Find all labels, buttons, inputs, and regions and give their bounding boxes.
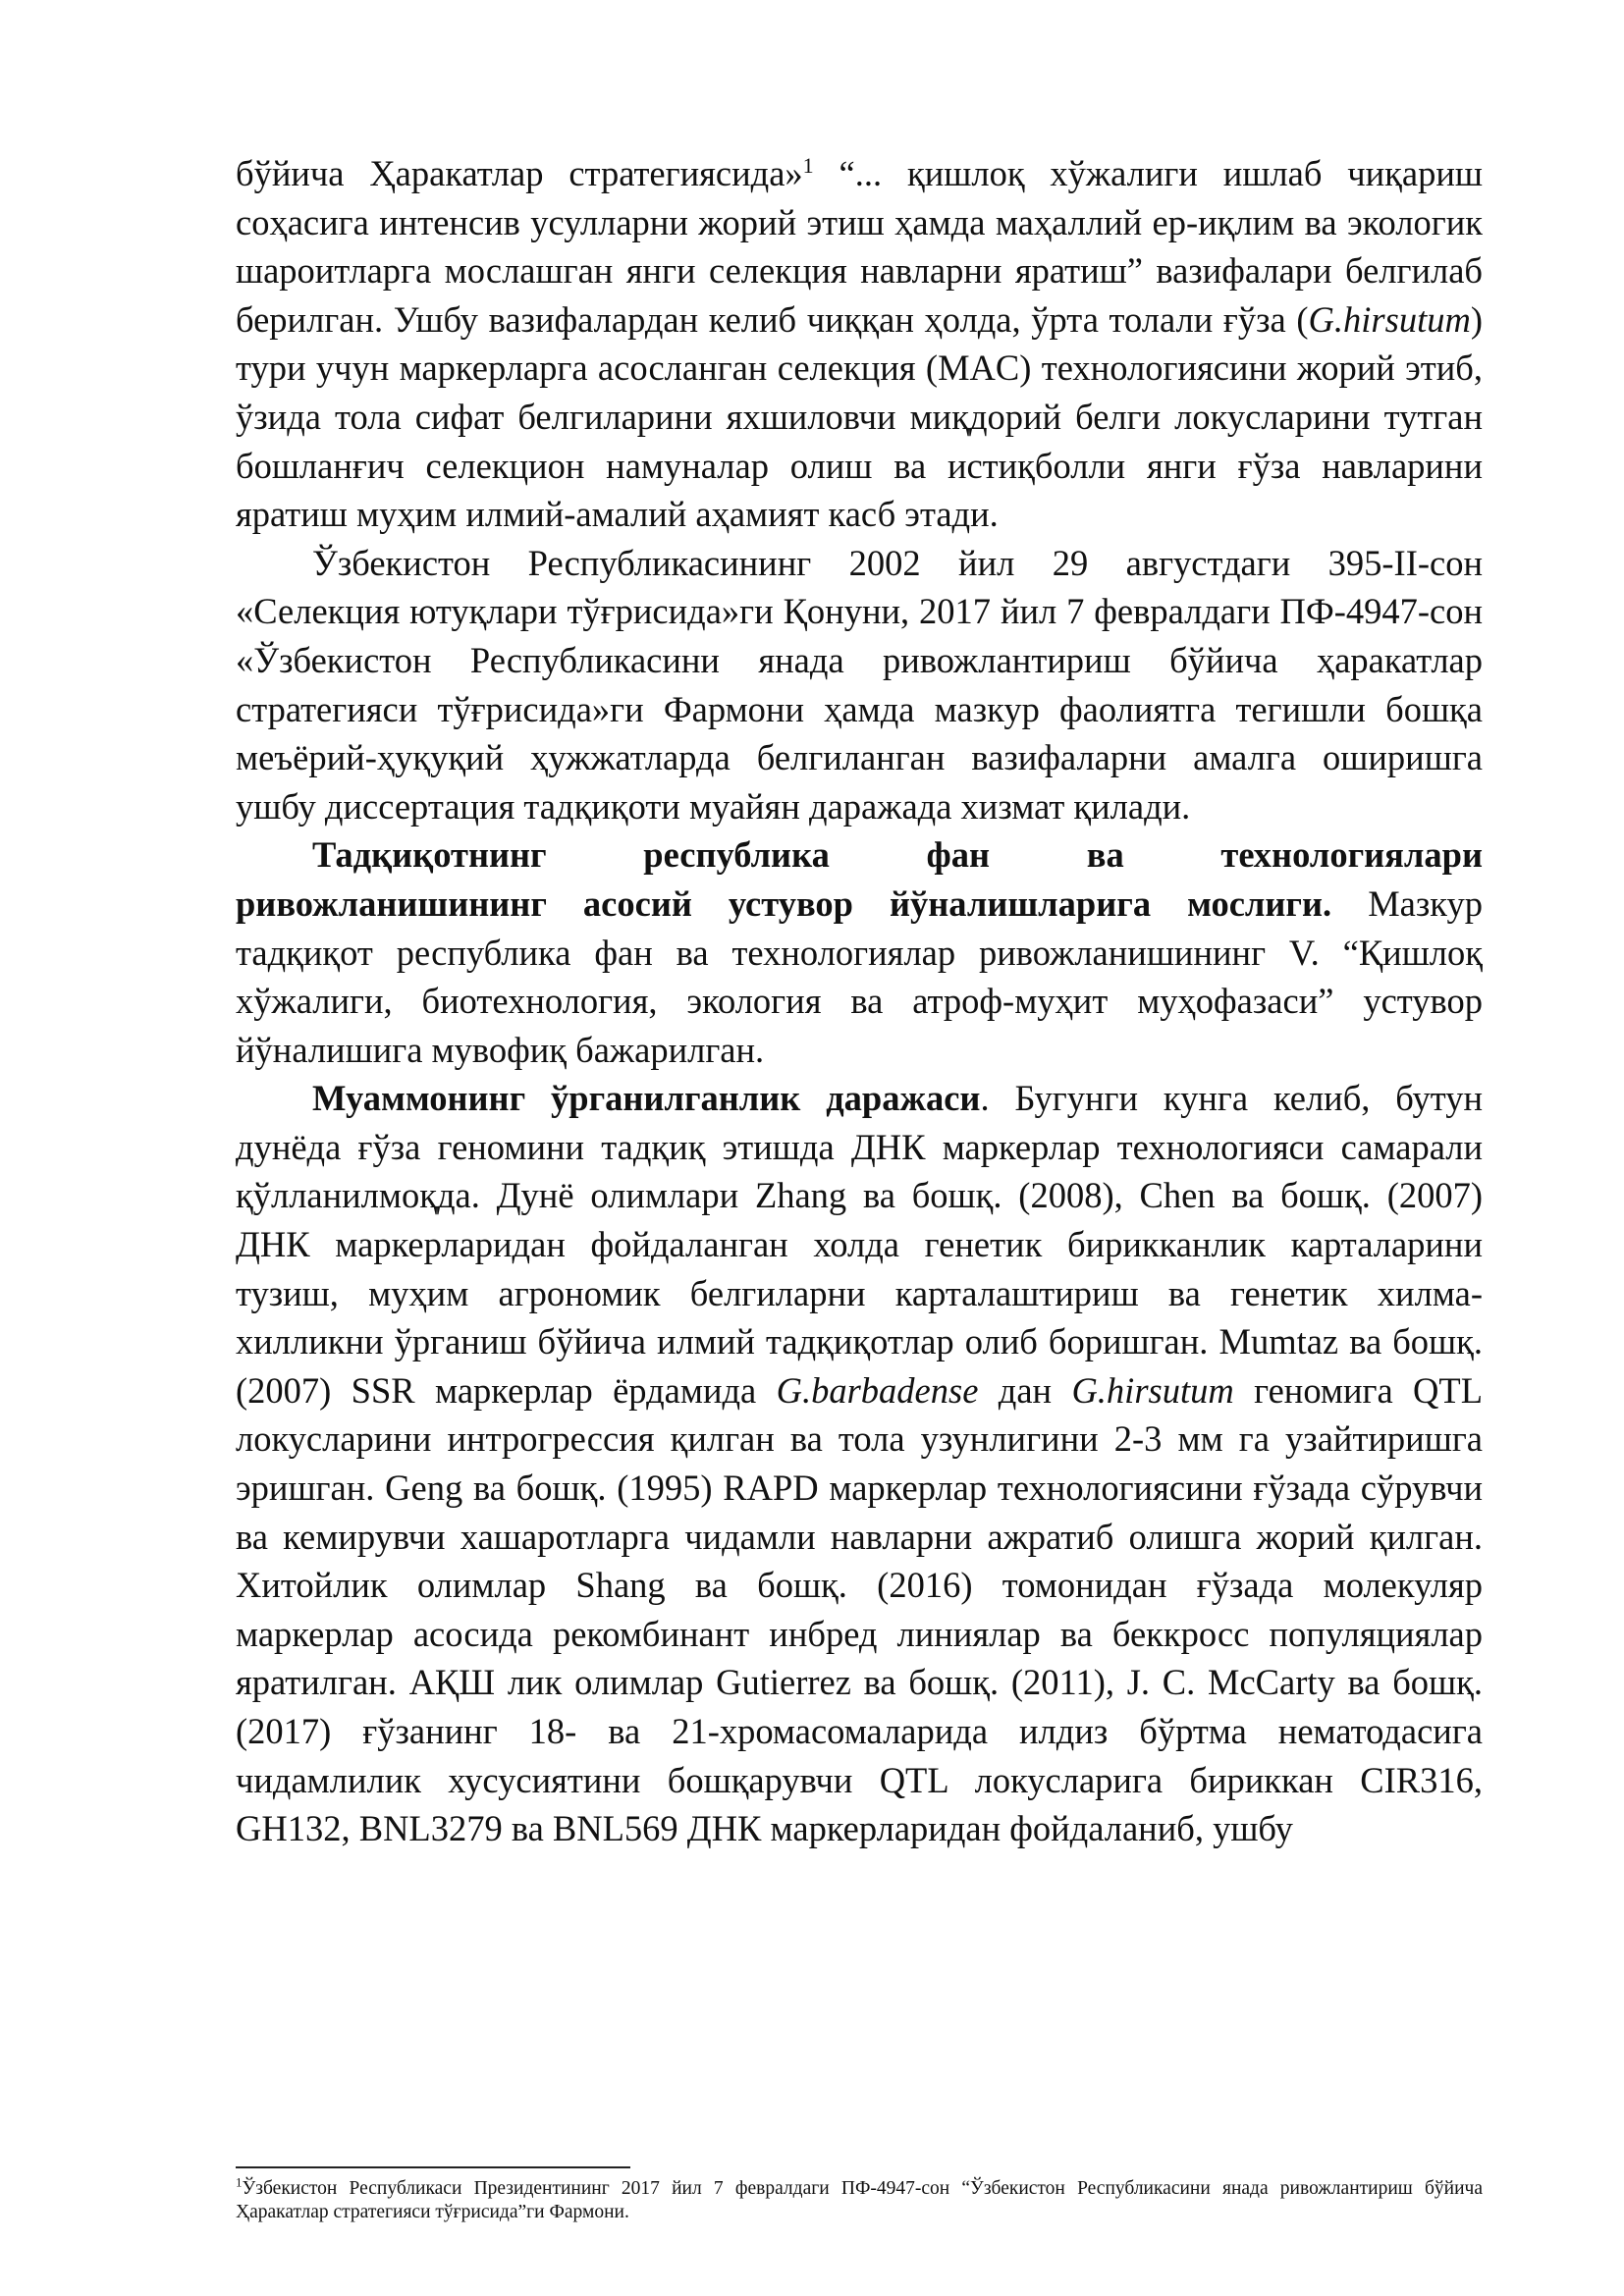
species-name: G.barbadense <box>776 1369 979 1411</box>
section-heading-relevance <box>236 830 1483 880</box>
section-heading-study-level: Муаммонинг ўрганилганлик даражаси <box>312 1078 981 1119</box>
paragraph-2: Ўзбекистон Республикасининг 2002 йил 29 августдаги 395-II-сон «Селекция ютуқлари тўғрисида»ги Қонуни, 2017 йил 7 февралдаги ПФ-4947-сон «Ўзбекистон Республикасини янада ривожлантириш бўйича ҳаракатлар стратегияси тўғрисида»ги Фармони ҳамда мазкур фаолиятга тегишли бошқа меъёрий-ҳуқуқий ҳужжатларда белгиланган вазифаларни амалга оширишга ушбу диссертация тадқиқоти муайян даражада хизмат қилади. <box>236 542 1483 827</box>
paragraph-3 <box>236 880 1483 1074</box>
paragraph-1-text: ) тури учун маркерларга асосланган селекция (MAC) технологиясини жорий этиб, ўзида тола сифат белгиларини яхшиловчи миқдорий белги локусларини тутган бошланғич селекцион намуналар олиш ва истиқболли янги ғўза навларини яратиш муҳим илмий-амалий аҳамият касб этади. <box>236 298 1483 535</box>
paragraph-4-text: . Бугунги кунга келиб, бутун дунёда ғўза геномини тадқиқ этишда ДНК маркерлар технологияси самарали қўлланилмоқда. Дунё олимлари Zhang ва бошқ. (2008), Chen ва бошқ. (2007) ДНК маркерларидан фойдаланган холда генетик бирикканлик карталарини тузиш, муҳим агрономик белгиларни карталаштириш ва генетик хилма-хилликни ўрганиш бўйича илмий тадқиқотлар олиб боришган. Mumtaz ва бошқ. (2007) SSR маркерлар ёрдамида <box>236 1078 1483 1411</box>
footnote-reference[interactable]: 1 <box>802 152 814 178</box>
paragraph-4 <box>236 1074 1483 1853</box>
footnote-text: Ўзбекистон Республикаси Президентининг 2017 йил 7 февралдаги ПФ-4947-сон “Ўзбекистон Республикасини янада ривожлантириш бўйича Ҳаракатлар стратегияси тўғрисида”ги Фармони. <box>236 2178 1483 2222</box>
species-name: G.hirsutum <box>1071 1369 1234 1411</box>
species-name: G.hirsutum <box>1308 298 1471 340</box>
heading-word: ва <box>1086 834 1124 876</box>
footnote-separator <box>236 2166 630 2168</box>
heading-word: Тадқиқотнинг <box>312 834 547 876</box>
paragraph-3-text: Мазкур тадқиқот республика фан ва технологиялар ривожланишининг V. “Қишлоқ хўжалиги, биотехнология, экология ва атроф-муҳит муҳофазаси” устувор йўналишига мувофиқ бажарилган. <box>236 882 1483 1070</box>
paragraph-1-text: бўйича Ҳаракатлар стратегиясида» <box>236 153 803 193</box>
paragraph-1-text: “... қишлоқ хўжалиги ишлаб чиқариш соҳасига интенсив усулларни жорий этиш ҳамда маҳаллий ер-иқлим ва экологик шароитларга мослашган янги селекция навларни яратиш” вазифалари белгилаб берилган. Ушбу вазифалардан келиб чиққан ҳолда, ўрта толали ғўза ( <box>236 153 1483 340</box>
footnote <box>236 2174 1483 2224</box>
section-heading-relevance-continued: ривожланишининг асосий устувор йўналишларига мослиги. <box>236 882 1332 924</box>
footnote-number: 1 <box>236 2174 243 2190</box>
document-body <box>236 149 1483 1853</box>
paragraph-1 <box>236 149 1483 539</box>
paragraph-4-text: дан <box>978 1369 1072 1411</box>
heading-word: фан <box>926 834 991 876</box>
paragraph-4-text: геномига QTL локусларини интрогрессия қилган ва тола узунлигини 2-3 мм га узайтиришга эришган. Geng ва бошқ. (1995) RAPD маркерлар технологиясини ғўзада сўрувчи ва кемирувчи хашаротларга чидамли навларни ажратиб олишга жорий қилган. Хитойлик олимлар Shang ва бошқ. (2016) томонидан ғўзада молекуляр маркерлар асосида рекомбинант инбред линиялар ва беккросс популяциялар яратилган. АҚШ лик олимлар Gutierrez ва бошқ. (2011), J. C. McCarty ва бошқ. (2017) ғўзанинг 18- ва 21-хромасомаларида илдиз бўртма нематодасига чидамлилик хусусиятини бошқарувчи QTL локусларига бириккан CIR316, GH132, BNL3279 ва BNL569 ДНК маркерларидан фойдаланиб, ушбу <box>236 1369 1483 1849</box>
heading-word: технологиялари <box>1220 834 1483 876</box>
heading-word: республика <box>643 834 830 876</box>
